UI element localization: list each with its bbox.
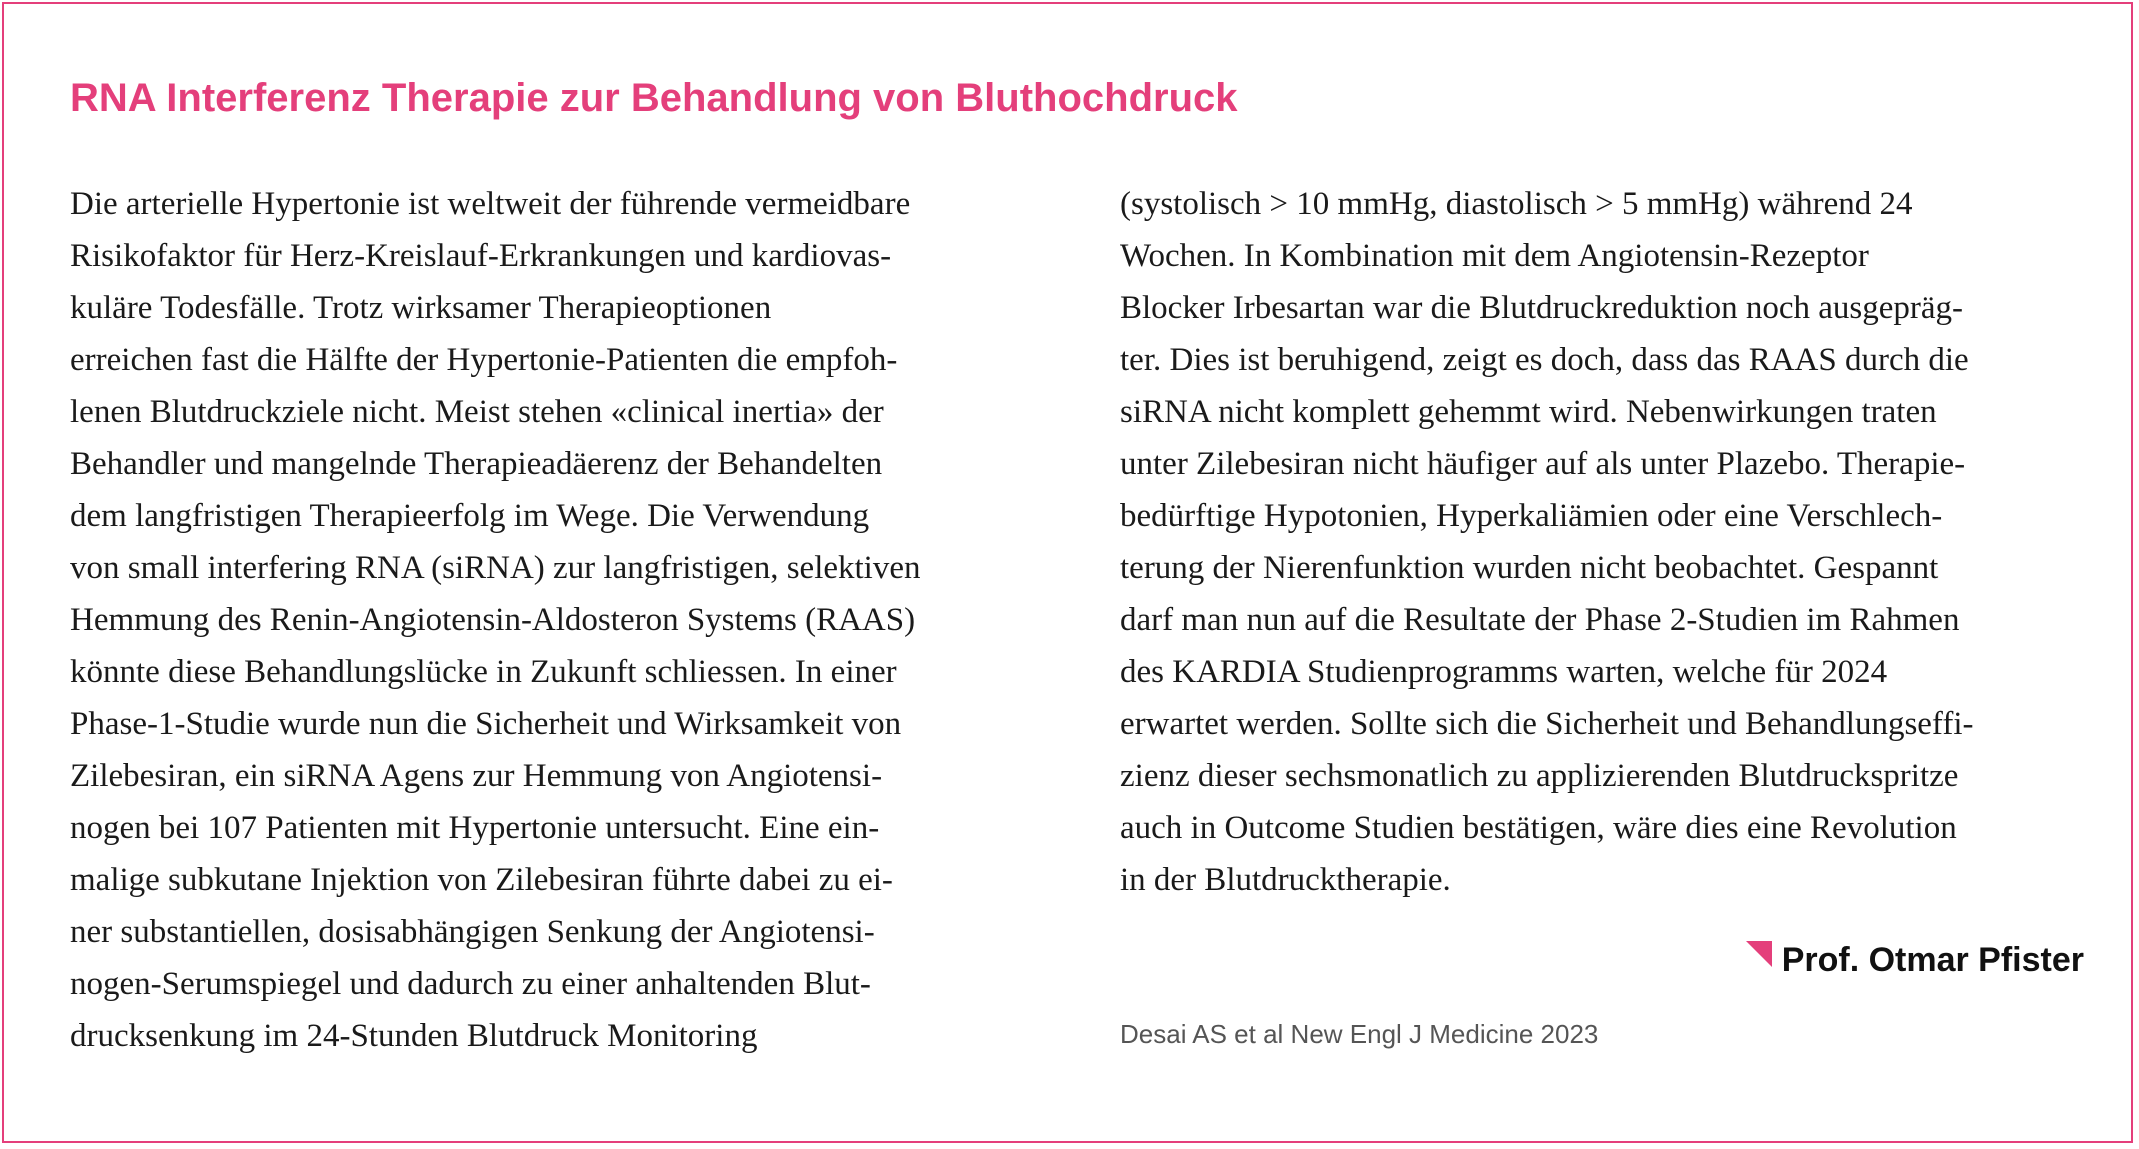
right-column [1120,178,2120,906]
author-signature [1120,936,2084,984]
text-line: erwartet werden. Sollte sich die Sicherheit und Behandlungseffi- [1120,706,1974,742]
text-line: Hemmung des Renin-Angiotensin-Aldosteron Systems (RAAS) [70,602,916,638]
text-line: siRNA nicht komplett gehemmt wird. Nebenwirkungen traten [1120,394,1937,430]
text-line: ter. Dies ist beruhigend, zeigt es doch, dass das RAAS durch die [1120,342,1969,378]
article-title: RNA Interferenz Therapie zur Behandlung von Bluthochdruck [70,76,1238,120]
text-line: ner substantiellen, dosisabhängigen Senkung der Angiotensi- [70,914,875,950]
text-line: dem langfristigen Therapieerfolg im Wege. Die Verwendung [70,498,870,534]
left-column [70,178,1060,1062]
text-line: darf man nun auf die Resultate der Phase 2-Studien im Rahmen [1120,602,1960,638]
text-line: unter Zilebesiran nicht häufiger auf als unter Plazebo. Therapie- [1120,446,1966,482]
text-line: in der Blutdrucktherapie. [1120,862,1451,898]
text-line: nogen-Serumspiegel und dadurch zu einer anhaltenden Blut- [70,966,871,1002]
text-line: Zilebesiran, ein siRNA Agens zur Hemmung von Angiotensi- [70,758,883,794]
text-line: bedürftige Hypotonien, Hyperkaliämien oder eine Verschlech- [1120,498,1943,534]
text-line: lenen Blutdruckziele nicht. Meist stehen «clinical inertia» der [70,394,884,430]
text-line: kuläre Todesfälle. Trotz wirksamer Therapieoptionen [70,290,772,326]
text-line: zienz dieser sechsmonatlich zu applizierenden Blutdruckspritze [1120,758,1959,794]
corner-triangle-icon [1746,941,1772,967]
author-name: Prof. Otmar Pfister [1781,941,2084,979]
text-line: nogen bei 107 Patienten mit Hypertonie untersucht. Eine ein- [70,810,880,846]
text-line: Phase-1-Studie wurde nun die Sicherheit und Wirksamkeit von [70,706,902,742]
text-line: terung der Nierenfunktion wurden nicht beobachtet. Gespannt [1120,550,1939,586]
text-line: Blocker Irbesartan war die Blutdruckreduktion noch ausgepräg- [1120,290,1964,326]
citation: Desai AS et al New Engl J Medicine 2023 [1120,1019,1599,1049]
text-line: erreichen fast die Hälfte der Hypertonie-Patienten die empfoh- [70,342,898,378]
article-box [2,2,2133,1143]
text-line: (systolisch > 10 mmHg, diastolisch > 5 mmHg) während 24 [1120,186,1913,222]
text-line: von small interfering RNA (siRNA) zur langfristigen, selektiven [70,550,921,586]
text-line: auch in Outcome Studien bestätigen, wäre dies eine Revolution [1120,810,1957,846]
text-line: Risikofaktor für Herz-Kreislauf-Erkrankungen und kardiovas- [70,238,892,274]
text-line: malige subkutane Injektion von Zilebesiran führte dabei zu ei- [70,862,893,898]
text-line: Wochen. In Kombination mit dem Angiotensin-Rezeptor [1120,238,1869,274]
text-line: Behandler und mangelnde Therapieadäerenz der Behandelten [70,446,883,482]
text-line: drucksenkung im 24-Stunden Blutdruck Monitoring [70,1018,758,1054]
text-line: könnte diese Behandlungslücke in Zukunft schliessen. In einer [70,654,897,690]
text-line: des KARDIA Studienprogramms warten, welche für 2024 [1120,654,1888,690]
text-line: Die arterielle Hypertonie ist weltweit der führende vermeidbare [70,186,911,222]
